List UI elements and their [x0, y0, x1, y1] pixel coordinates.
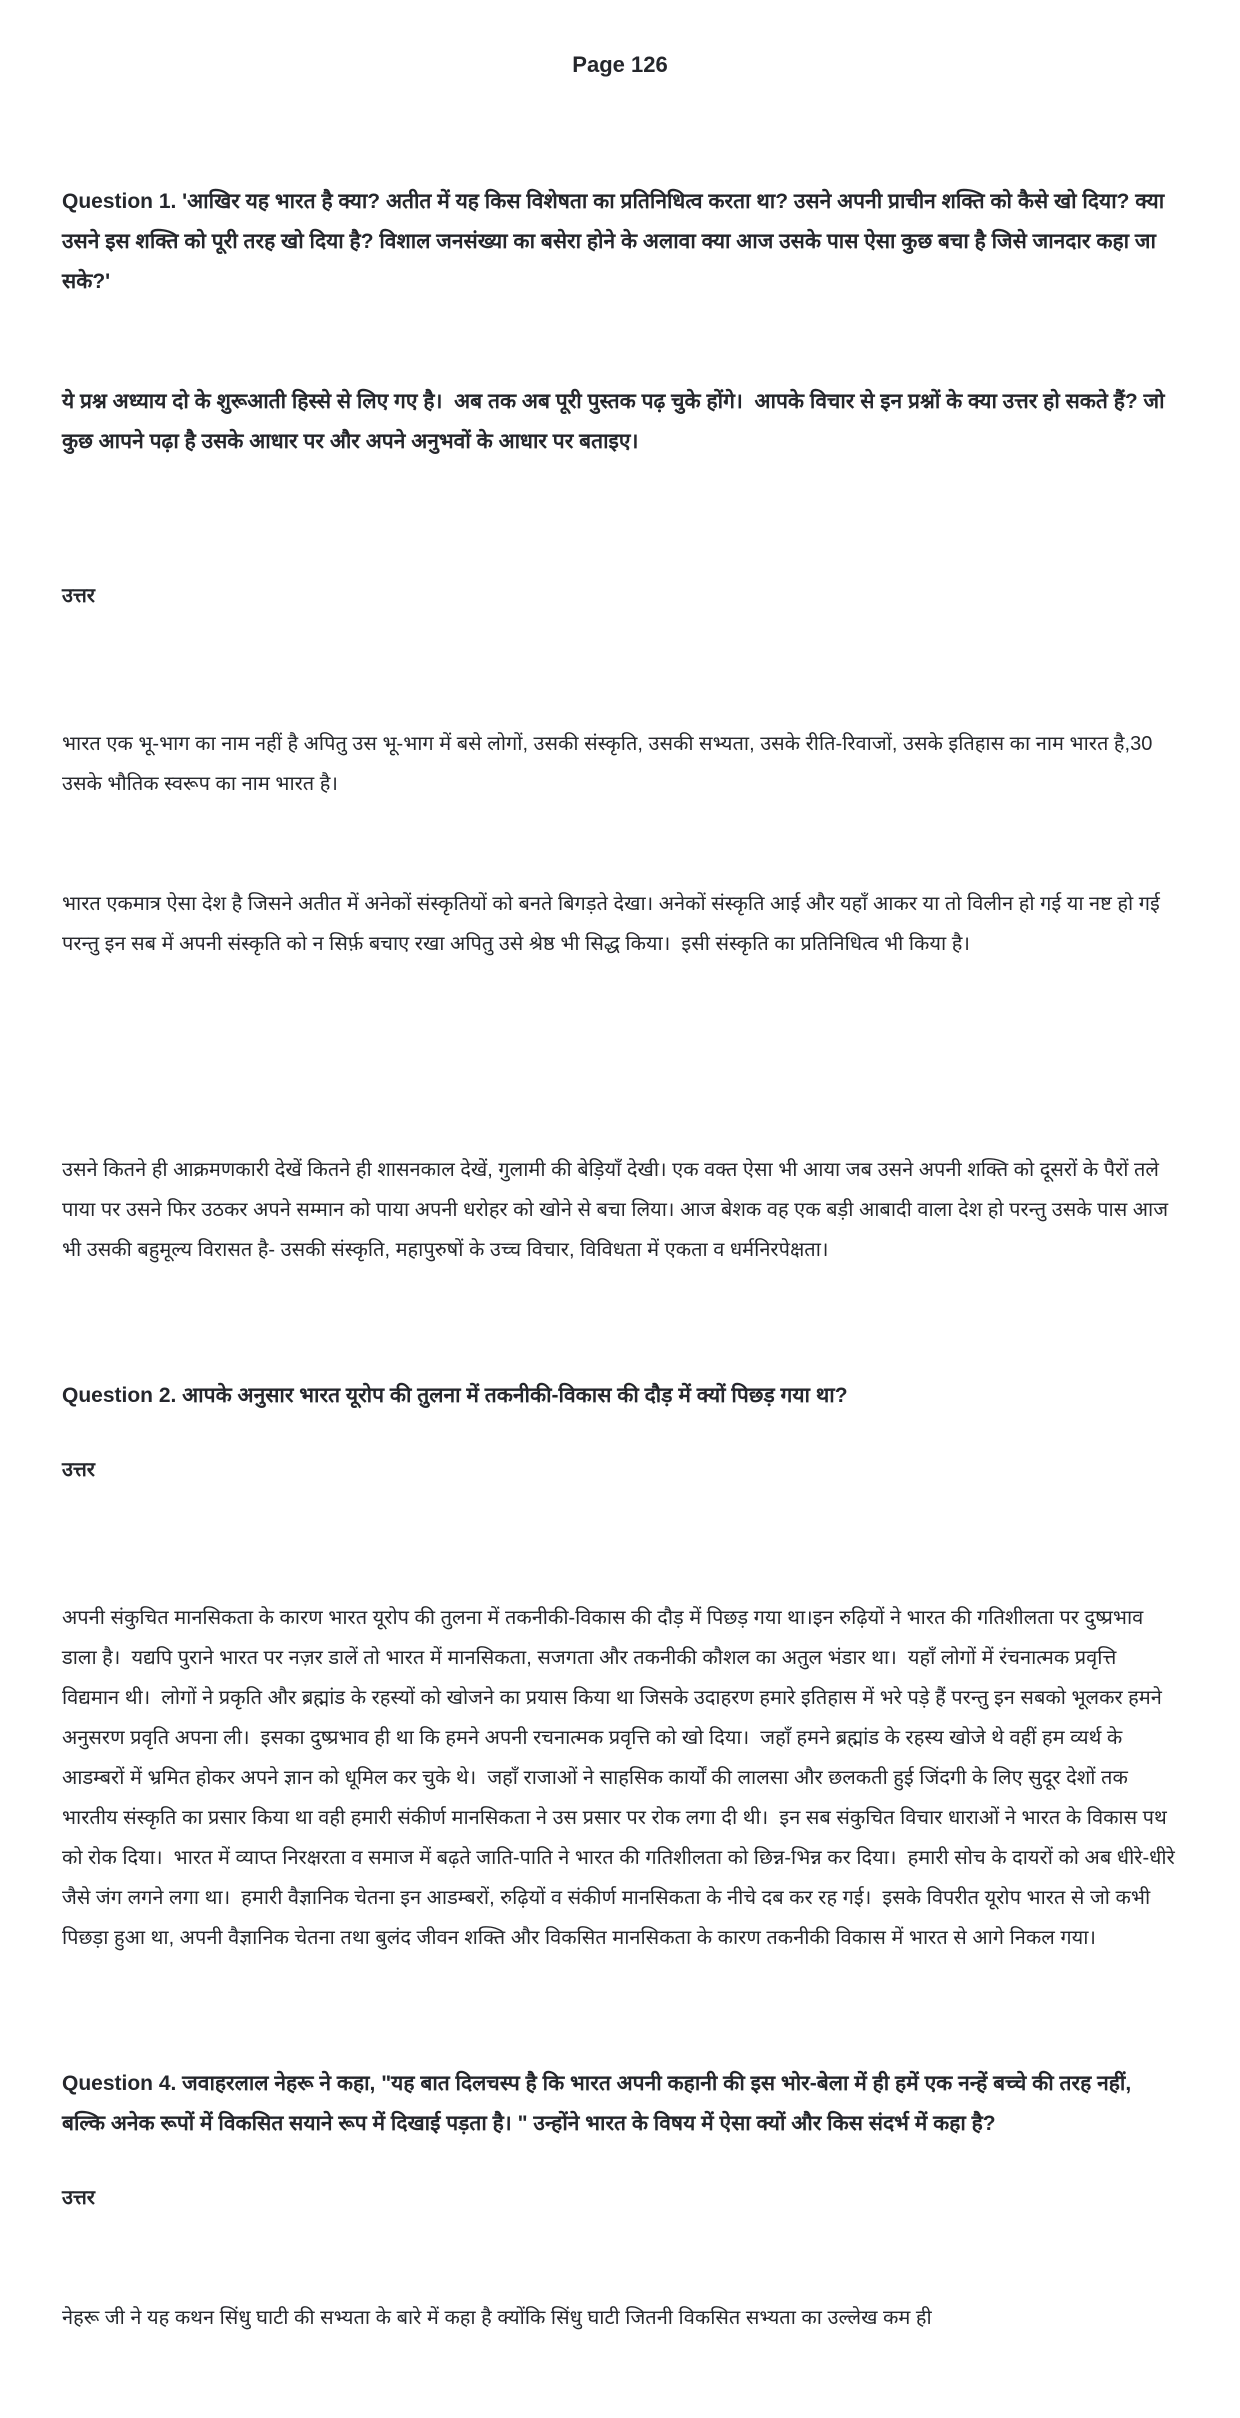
answer-4-paragraph-text: नेहरू जी ने यह कथन सिंधु घाटी की सभ्यता के बारे में कहा है क्योंकि सिंधु घाटी जितनी विकसित सभ्यता का उल्लेख कम ही	[62, 2307, 932, 2329]
answer-4-label: उत्तर	[62, 2187, 95, 2209]
answer-2-paragraph	[62, 1518, 1181, 2038]
answer-1-label: उत्तर	[62, 585, 95, 607]
answer-1-paragraph-2	[62, 1070, 1178, 1350]
answer-4-paragraph	[62, 2218, 1178, 2418]
question-2: Question 2. आपके अनुसार भारत यूरोप की तुलना में तकनीकी-विकास की दौड़ में क्यों पिछड़ गया था?	[62, 1384, 848, 1407]
question-1-section	[62, 102, 1178, 1350]
answer-1-paragraph-1	[62, 644, 1178, 1044]
question-1-quote-text: Question 1. 'आखिर यह भारत है क्या? अतीत में यह किस विशेषता का प्रतिनिधित्व करता था? उसने अपनी प्राचीन शक्ति को कैसे खो दिया? क्या उसने इस शक्ति को पूरी तरह खो दिया है? विशाल जनसंख्या का बसेरा होने के अलावा क्या आज उसके पास ऐसा कुछ बचा है जिसे जानदार कहा जा सके?'	[62, 190, 1170, 293]
question-1-instruction-text: ये प्रश्न अध्याय दो के शुरूआती हिस्से से लिए गए है। अब तक अब पूरी पुस्तक पढ़ चुके होंगे। आपके विचार से इन प्रश्नों के क्या उत्तर हो सकते हैं? जो कुछ आपने पढ़ा है उसके आधार पर और अपने अनुभवों के आधार पर बताइए।	[62, 390, 1171, 453]
answer-1-paragraph-1-line-1: भारत एक भू-भाग का नाम नहीं है अपितु उस भू-भाग में बसे लोगों, उसकी संस्कृति, उसकी सभ्यता, उसके रीति-रिवाजों, उसके इतिहास का नाम भारत है,30 उसके भौतिक स्वरूप का नाम भारत है।	[62, 733, 1158, 795]
question-4-section	[62, 2064, 1178, 2418]
question-4: Question 4. जवाहरलाल नेहरू ने कहा, "यह बात दिलचस्प है कि भारत अपनी कहानी की इस भोर-बेला में ही हमें एक नन्हें बच्चे की तरह नहीं, बल्कि अनेक रूपों में विकसित सयाने रूप में दिखाई पड़ता है। " उन्होंने भारत के विषय में ऐसा क्यों और किस संदर्भ में कहा है?	[62, 2072, 1138, 2135]
question-1	[62, 102, 1178, 542]
answer-1-paragraph-2-text: उसने कितने ही आक्रमणकारी देखें कितने ही शासनकाल देखें, गुलामी की बेड़ियाँ देखी। एक वक्त ऐसा भी आया जब उसने अपनी शक्ति को दूसरों के पैरों तले पाया पर उसने फिर उठकर अपने सम्मान को पाया अपनी धरोहर को खोने से बचा लिया। आज बेशक वह एक बड़ी आबादी वाला देश हो परन्तु उसके पास आज भी उसकी बहुमूल्य विरासत है- उसकी संस्कृति, महापुरुषों के उच्च विचार, विविधता में एकता व धर्मनिरपेक्षता।	[62, 1159, 1174, 1261]
answer-1-paragraph-1-line-2: भारत एकमात्र ऐसा देश है जिसने अतीत में अनेकों संस्कृतियों को बनते बिगड़ते देखा। अनेकों संस्कृति आई और यहाँ आकर या तो विलीन हो गई या नष्ट हो गई परन्तु इन सब में अपनी संस्कृति को न सिर्फ़ बचाए रखा अपितु उसे श्रेष्ठ भी सिद्ध किया। इसी संस्कृति का प्रतिनिधित्व भी किया है।	[62, 893, 1166, 955]
answer-2-paragraph-text: अपनी संकुचित मानसिकता के कारण भारत यूरोप की तुलना में तकनीकी-विकास की दौड़ में पिछड़ गया था।इन रुढ़ियों ने भारत की गतिशीलता पर दुष्प्रभाव डाला है। यद्यपि पुराने भारत पर नज़र डालें तो भारत में मानसिकता, सजगता और तकनीकी कौशल का अतुल भंडार था। यहाँ लोगों में रंचनात्मक प्रवृत्ति विद्यमान थी। लोगों ने प्रकृति और ब्रह्मांड के रहस्यों को खोजने का प्रयास किया था जिसके उदाहरण हमारे इतिहास में भरे पड़े हैं परन्तु इन सबको भूलकर हमने अनुसरण प्रवृति अपना ली। इसका दुष्प्रभाव ही था कि हमने अपनी रचनात्मक प्रवृत्ति को खो दिया। जहाँ हमने ब्रह्मांड के रहस्य खोजे थे वहीं हम व्यर्थ के आडम्बरों में भ्रमित होकर अपने ज्ञान को धूमिल कर चुके थे। जहाँ राजाओं ने साहसिक कार्यों की लालसा और छलकती हुई जिंदगी के लिए सुदूर देशों तक भारतीय संस्कृति का प्रसार किया था वही हमारी संकीर्ण मानसिकता ने उस प्रसार पर रोक लगा दी थी। इन सब संकुचित विचार धाराओं ने भारत के विकास पथ को रोक दिया। भारत में व्याप्त निरक्षरता व समाज में बढ़ते जाति-पाति ने भारत की गतिशीलता को छिन्न-भिन्न कर दिया। हमारी सोच के दायरों को अब धीरे-धीरे जैसे जंग लगने लगा था। हमारी वैज्ञानिक चेतना इन आडम्बरों, रुढ़ियों व संकीर्ण मानसिकता के नीचे दब कर रह गई। इसके विपरीत यूरोप भारत से जो कभी पिछड़ा हुआ था, अपनी वैज्ञानिक चेतना तथा बुलंद जीवन शक्ति और विकसित मानसिकता के कारण तकनीकी विकास में भारत से आगे निकल गया।	[62, 1607, 1181, 1949]
question-2-section	[62, 1376, 1181, 2038]
page-title: Page 126	[572, 52, 668, 77]
answer-2-label: उत्तर	[62, 1459, 95, 1481]
